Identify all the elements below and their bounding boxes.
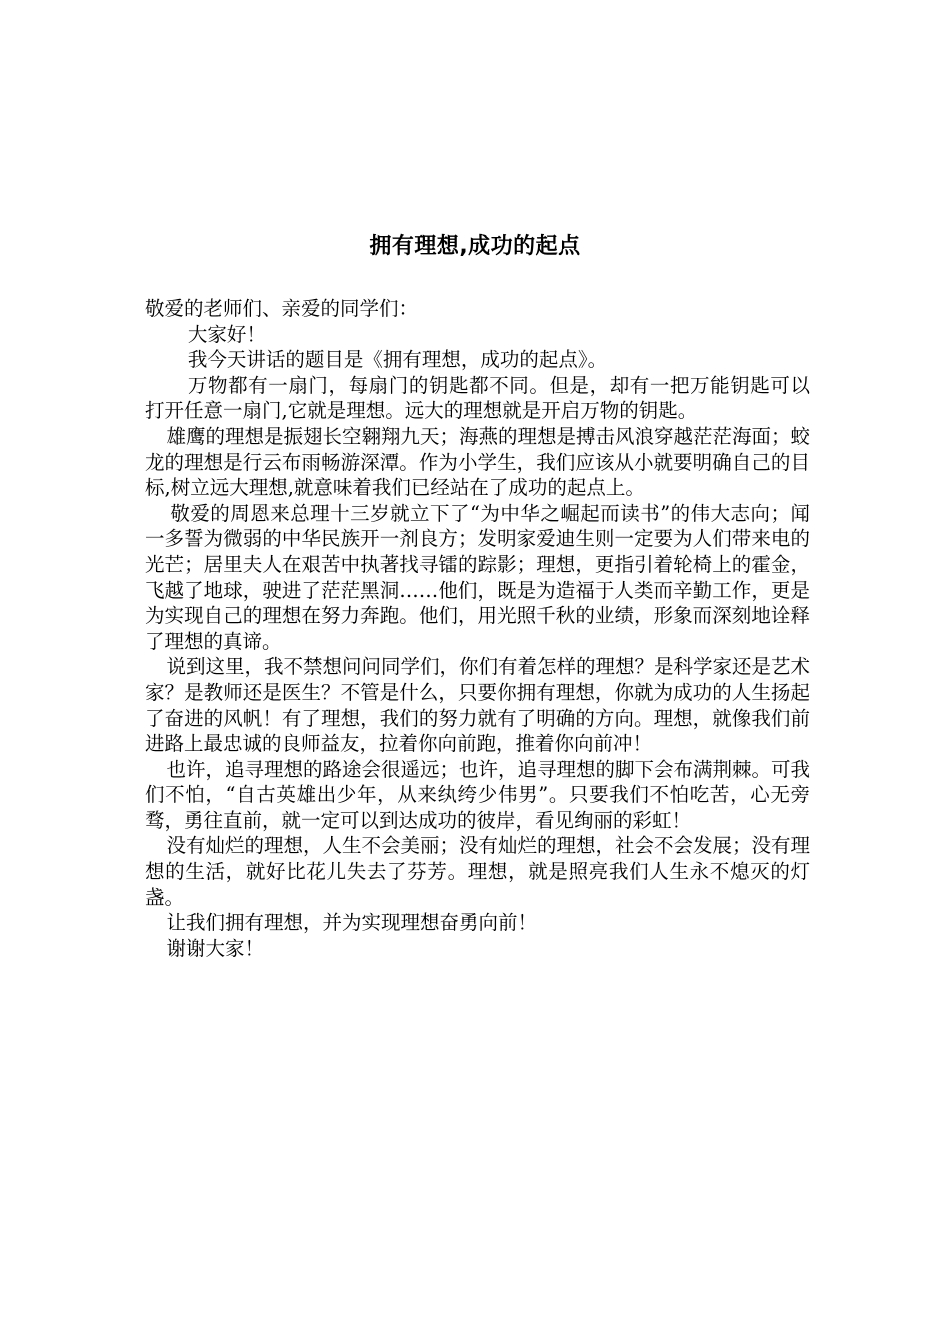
speech-topic: 我今天讲话的题目是《拥有理想，成功的起点》。 — [187, 348, 608, 372]
document-title: 拥有理想,成功的起点 — [369, 234, 581, 259]
paragraph-eagle: 雄鹰的理想是振翅长空翱翔九天；海燕的理想是搏击风浪穿越茫茫海面；蛟龙的理想是行云布雨畅游深潭。作为小学生，我们应该从小就要明确自己的目标,树立远大理想,就意味着我们已经站在了成功的起点上。 — [145, 424, 810, 500]
paragraph-meaning: 没有灿烂的理想，人生不会美丽；没有灿烂的理想，社会不会发展；没有理想的生活，就好比花儿失去了芬芳。理想，就是照亮我们人生永不熄灭的灯盏。 — [145, 834, 810, 909]
salutation: 敬爱的老师们、亲爱的同学们： — [145, 297, 419, 320]
closing-thanks: 谢谢大家！ — [166, 936, 264, 960]
paragraph-question: 说到这里，我不禁想问问同学们，你们有着怎样的理想？是科学家还是艺术家？是教师还是医生？不管是什么，只要你拥有理想，你就为成功的人生扬起了奋进的风帆！有了理想，我们的努力就有了明确的方向。理想，就像我们前进路上最忠诚的良师益友，拉着你向前跑，推着你向前冲！ — [145, 655, 810, 756]
greeting: 大家好！ — [187, 322, 266, 346]
paragraph-examples: 敬爱的周恩来总理十三岁就立下了“为中华之崛起而读书”的伟大志向；闻一多誓为微弱的中华民族开一剂良方；发明家爱迪生则一定要为人们带来电的光芒；居里夫人在艰苦中执著找寻镭的踪影；理想，更指引着轮椅上的霍金，飞越了地球，驶进了茫茫黑洞……他们，既是为造福于人类而辛勤工作，更是为实现自己的理想在努力奔跑。他们，用光照千秋的业绩，形象而深刻地诠释了理想的真谛。 — [145, 501, 810, 653]
paragraph-key: 万物都有一扇门，每扇门的钥匙都不同。但是，却有一把万能钥匙可以打开任意一扇门,它就是理想。远大的理想就是开启万物的钥匙。 — [145, 373, 810, 423]
paragraph-perseverance: 也许，追寻理想的路途会很遥远；也许，追寻理想的脚下会布满荆棘。可我们不怕，“自古英雄出少年，从来纨绔少伟男”。只要我们不怕吃苦，心无旁骛，勇往直前，就一定可以到达成功的彼岸，看见绚丽的彩虹！ — [145, 757, 810, 832]
speech-body — [145, 296, 810, 961]
paragraph-call-to-action: 让我们拥有理想，并为实现理想奋勇向前！ — [166, 911, 537, 935]
